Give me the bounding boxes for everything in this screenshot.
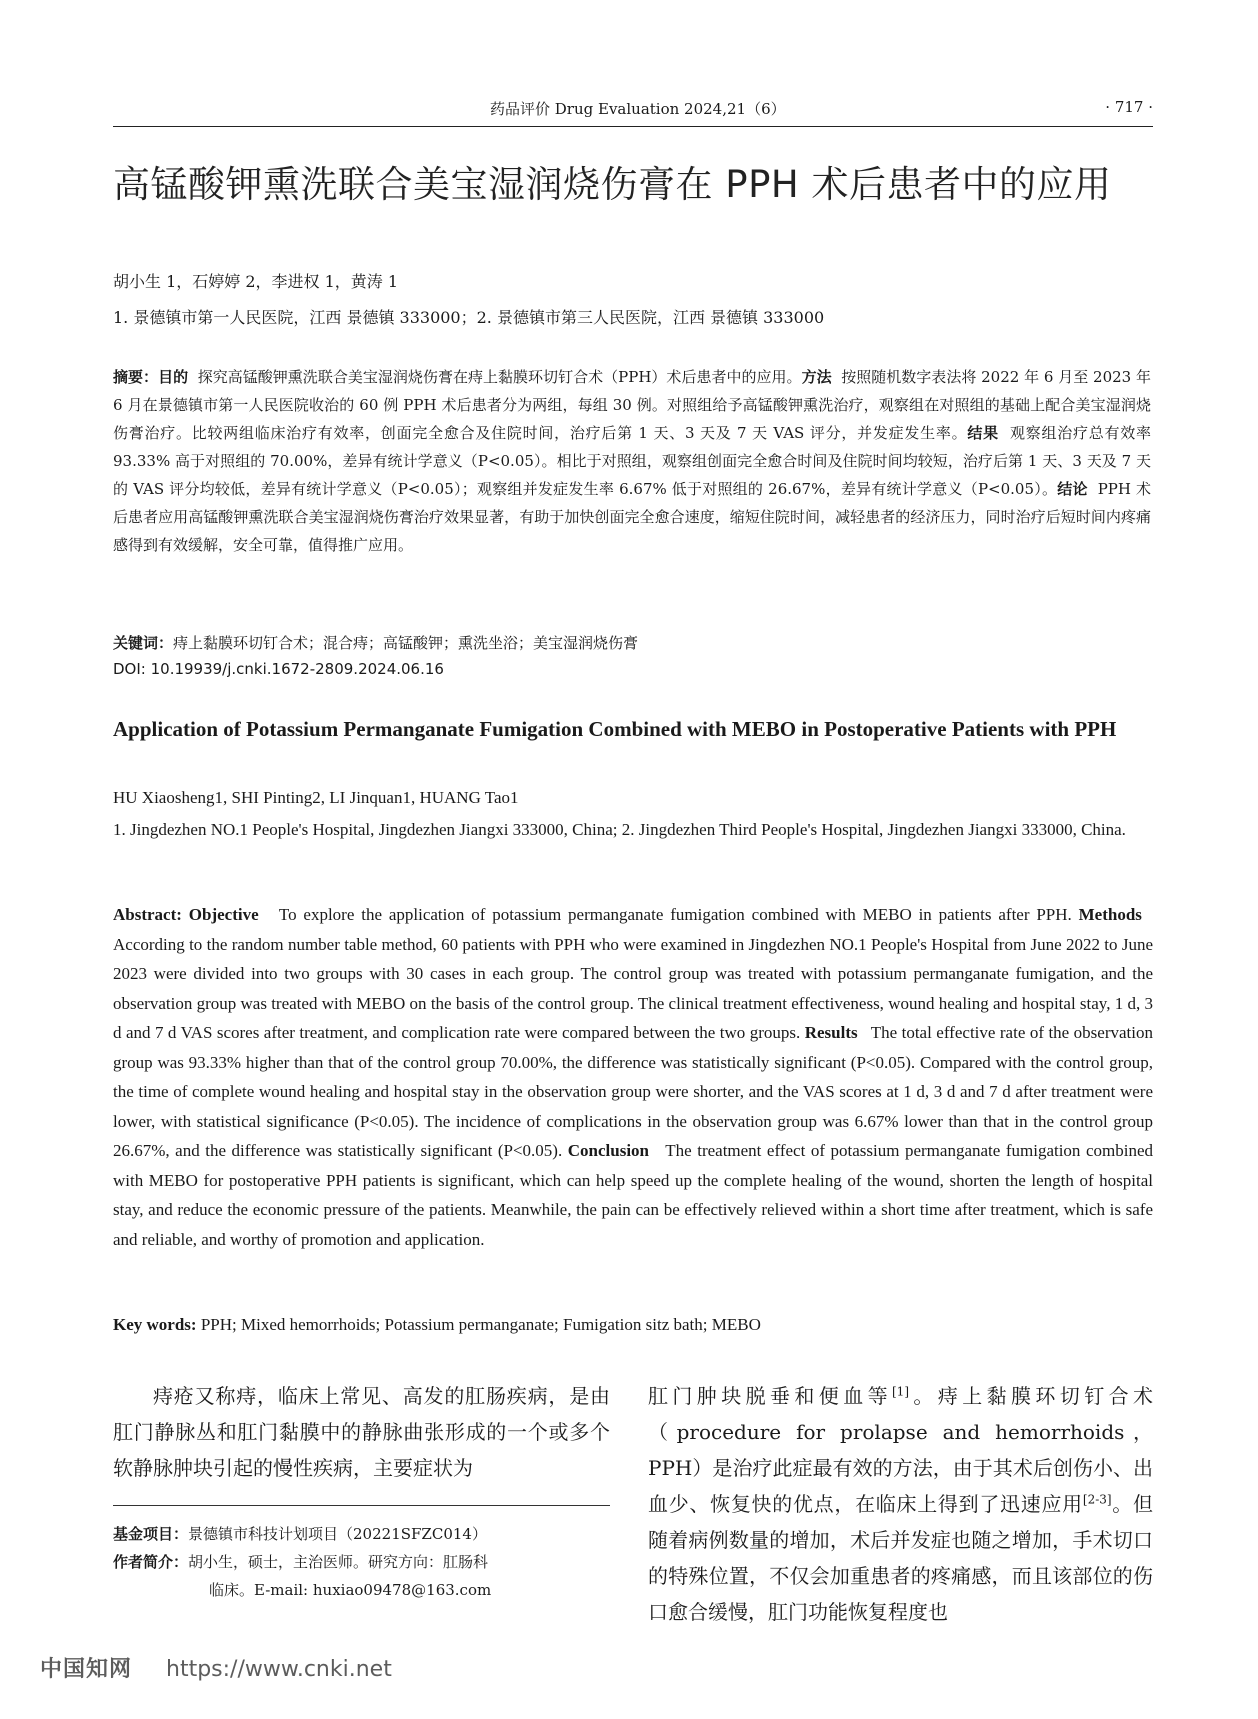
footnote [113, 1520, 610, 1604]
fund-label: 基金项目： [113, 1525, 189, 1543]
body-paragraph-right [648, 1378, 1153, 1630]
footnote-rule [113, 1505, 610, 1506]
objective-text-cn: 探究高锰酸钾熏洗联合美宝湿润烧伤膏在痔上黏膜环切钉合术（PPH）术后患者中的应用。 [197, 368, 802, 386]
objective-label-cn: 目的 [158, 368, 189, 386]
affiliation-cn: 1. 景德镇市第一人民医院，江西 景德镇 333000；2. 景德镇市第三人民医院，江西 景德镇 333000 [113, 308, 825, 327]
body-text-part3: 。但随着病例数量的增加，术后并发症也随之增加，手术切口的特殊位置，不仅会加重患者的疼痛感，而且该部位的伤口愈合缓慢，肛门功能恢复程度也 [648, 1492, 1154, 1624]
conclusion-text-cn: PPH 术后患者应用高锰酸钾熏洗联合美宝湿润烧伤膏治疗效果显著，有助于加快创面完全愈合速度，缩短住院时间，减轻患者的经济压力，同时治疗后短时间内疼痛感得到有效缓解，安全可靠，值得推广应用。 [113, 480, 1151, 554]
keywords-en [113, 1312, 1153, 1338]
cnki-url[interactable]: https://www.cnki.net [166, 1657, 392, 1682]
running-header [0, 98, 1258, 128]
author-bio-label: 作者简介： [113, 1553, 189, 1571]
abstract-label-cn: 摘要： [113, 368, 159, 386]
keywords-label-en: Key words: [113, 1315, 197, 1334]
body-column-left [113, 1378, 610, 1486]
results-text-cn: 观察组治疗总有效率 93.33% 高于对照组的 70.00%，差异有统计学意义（P<0.05）。相比于对照组，观察组创面完全愈合时间及住院时间均较短，治疗后第 1 天、3 天及 7 天的 VAS 评分均较低，差异有统计学意义（P<0.05）；观察组并发症发生率 6.67% 低于对照组的 26.67%，差异有统计学意义（P<0.05）。 [113, 424, 1151, 498]
fund-line [113, 1520, 610, 1548]
abstract-label-en: Abstract: [113, 905, 182, 924]
author-bio-continued: 临床。E-mail: huxiao09478@163.com [209, 1581, 492, 1599]
conclusion-label-cn: 结论 [1057, 480, 1088, 498]
objective-label-en: Objective [188, 905, 259, 924]
keywords-label-cn: 关键词： [113, 634, 174, 652]
affiliation-en: 1. Jingdezhen NO.1 People's Hospital, Jingdezhen Jiangxi 333000, China; 2. Jingdezhen Third People's Hospital, Jingdezhen Jiangxi 333000, China. [113, 820, 1126, 839]
page-footer [40, 1652, 392, 1683]
fund-text: 景德镇市科技计划项目（20221SFZC014） [188, 1525, 487, 1543]
keywords-cn [113, 630, 1151, 656]
keywords-text-cn: 痔上黏膜环切钉合术；混合痔；高锰酸钾；熏洗坐浴；美宝湿润烧伤膏 [173, 634, 639, 652]
body-column-right [648, 1378, 1153, 1630]
results-text-en: The total effective rate of the observation group was 93.33% higher than that of the control group 70.00%, the difference was statistically significant (P<0.05). Compared with the control group, the time of complete wound healing and hospital stay in the observation group were shorter, and the VAS scores at 1 d, 3 d and 7 d after treatment were lower, with statistical significance (P<0.05). The incidence of complications in the observation group was 6.67% lower than that in the control group 26.67%, and the difference was statistically significant (P<0.05). [113, 1023, 1153, 1160]
citation-ref-1[interactable]: [1] [892, 1384, 909, 1399]
authors-en: HU Xiaosheng1, SHI Pinting2, LI Jinquan1, HUANG Tao1 [113, 788, 519, 807]
journal-name: 药品评价 Drug Evaluation 2024,21（6） [490, 100, 786, 118]
doi[interactable]: DOI: 10.19939/j.cnki.1672-2809.2024.06.16 [113, 660, 444, 678]
body-text-part1: 肛门肿块脱垂和便血等 [648, 1384, 892, 1408]
article-title-en: Application of Potassium Permanganate Fumigation Combined with MEBO in Postoperative Patients with PPH [113, 717, 1117, 741]
results-label-cn: 结果 [967, 424, 999, 442]
authors-cn: 胡小生 1，石婷婷 2，李进权 1，黄涛 1 [113, 272, 399, 291]
body-paragraph-left: 痔疮又称痔，临床上常见、高发的肛肠疾病，是由肛门静脉丛和肛门黏膜中的静脉曲张形成的一个或多个软静脉肿块引起的慢性疾病，主要症状为 [113, 1384, 610, 1480]
header-rule [113, 126, 1153, 127]
cnki-logo: 中国知网 [40, 1657, 133, 1682]
results-label-en: Results [804, 1023, 858, 1042]
objective-text-en: To explore the application of potassium permanganate fumigation combined with MEBO in patients after PPH. [278, 905, 1072, 924]
methods-text-en: According to the random number table method, 60 patients with PPH who were examined in Jingdezhen NO.1 People's Hospital from June 2022 to June 2023 were divided into two groups with 30 cases in each group. The control group was treated with potassium permanganate fumigation, and the observation group was treated with MEBO on the basis of the control group. The clinical treatment effectiveness, wound healing and hospital stay, 1 d, 3 d and 7 d VAS scores after treatment, and complication rate were compared between the two groups. [113, 934, 1153, 1042]
conclusion-label-en: Conclusion [567, 1141, 649, 1160]
author-bio-text: 胡小生，硕士，主治医师。研究方向：肛肠科 [188, 1553, 489, 1571]
abstract-en [113, 900, 1153, 1254]
author-bio-line [113, 1548, 610, 1576]
body-text-part2: 。痔上黏膜环切钉合术（procedure for prolapse and hemorrhoids，PPH）是治疗此症最有效的方法，由于其术后创伤小、出血少、恢复快的优点，在临床上得到了迅速应用 [648, 1384, 1153, 1516]
methods-label-cn: 方法 [801, 368, 832, 386]
methods-label-en: Methods [1078, 905, 1142, 924]
citation-ref-2[interactable]: [2-3] [1082, 1492, 1112, 1507]
abstract-cn [113, 363, 1151, 559]
keywords-text-en: PPH; Mixed hemorrhoids; Potassium permanganate; Fumigation sitz bath; MEBO [200, 1315, 761, 1334]
page-number: · 717 · [1105, 98, 1153, 116]
methods-text-cn: 按照随机数字表法将 2022 年 6 月至 2023 年 6 月在景德镇市第一人民医院收治的 60 例 PPH 术后患者分为两组，每组 30 例。对照组给予高锰酸钾熏洗治疗，观察组在对照组的基础上配合美宝湿润烧伤膏治疗。比较两组临床治疗有效率，创面完全愈合及住院时间，治疗后第 1 天、3 天及 7 天 VAS 评分，并发症发生率。 [113, 368, 1151, 442]
article-title-cn: 高锰酸钾熏洗联合美宝湿润烧伤膏在 PPH 术后患者中的应用 [113, 163, 1112, 206]
conclusion-text-en: The treatment effect of potassium permanganate fumigation combined with MEBO for postoperative PPH patients is significant, which can help speed up the complete healing of the wound, shorten the length of hospital stay, and reduce the economic pressure of the patients. Meanwhile, the pain can be effectively relieved within a short time after treatment, which is safe and reliable, and worthy of promotion and application. [113, 1141, 1153, 1249]
